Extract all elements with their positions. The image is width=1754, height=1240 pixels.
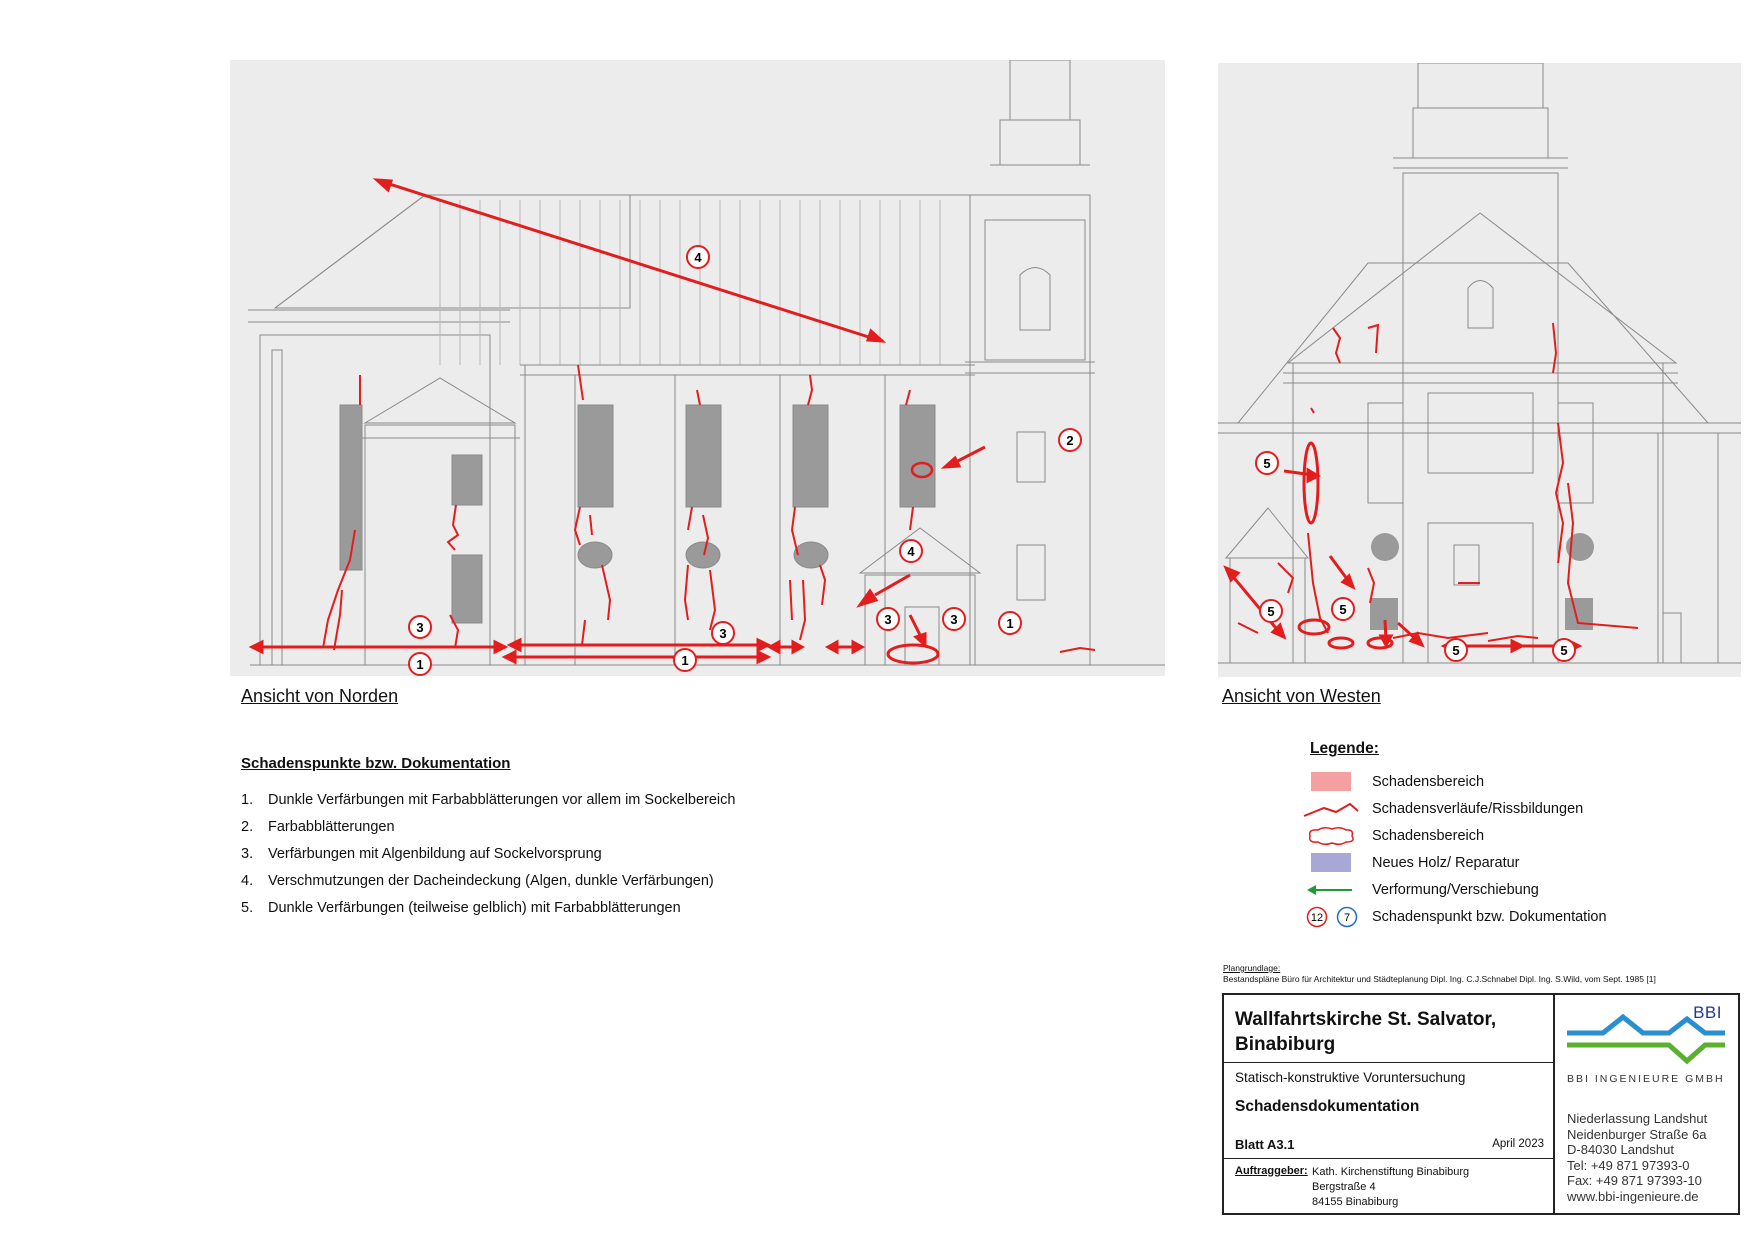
marker-2-tower [1059,429,1081,451]
north-elevation-drawing [230,60,1165,676]
list-item: 3. Verfärbungen mit Algenbildung auf Sockelvorsprung [241,846,602,862]
svg-text:1: 1 [681,653,689,668]
company-address: Niederlassung Landshut Neidenburger Straße 6a D-84030 Landshut Tel: +49 871 97393-0 Fax: +49 871 97393-10 www.bbi-ingenieure.de [1567,1111,1708,1204]
west-view-caption: Ansicht von Westen [1222,686,1381,706]
list-item: 2. Farbabblätterungen [241,819,395,835]
marker-3-left [409,616,431,638]
legend-row-damage-point: 12 7 Schadenspunkt bzw. Dokumentation [1302,905,1607,929]
legend-row-damage-area: Schadensbereich [1302,770,1484,794]
marker-4-roof [687,246,709,268]
document-date: April 2023 [1492,1138,1544,1150]
svg-text:1: 1 [1006,616,1014,631]
svg-text:5: 5 [1263,456,1271,471]
bbi-brand-text: BBI [1693,1003,1722,1022]
north-view-caption: Ansicht von Norden [241,686,399,706]
project-subtitle: Statisch-konstruktive Voruntersuchung [1235,1070,1466,1085]
svg-text:2: 2 [1066,433,1074,448]
green-arrow-icon [1302,879,1366,901]
svg-text:4: 4 [907,544,915,559]
list-item: 5. Dunkle Verfärbungen (teilweise gelblich) mit Farbabblätterungen [241,900,681,916]
marker-4-porch [900,540,922,562]
marker-1-tower [999,612,1021,634]
plan-basis-note: Plangrundlage: Bestandspläne Büro für Architektur und Städteplanung Dipl. Ing. C.J.Schnabel Dipl. Ing. S.Wild, vom Sept. 1985 [1] [1223,963,1656,984]
list-item: 1. Dunkle Verfärbungen mit Farbabblätterungen vor allem im Sockelbereich [241,792,736,808]
legend-row-deformation: Verformung/Verschiebung [1302,878,1539,902]
client-label: Auftraggeber: [1235,1165,1308,1177]
damage-points-list [241,791,735,926]
marker-5-base-left [1332,598,1354,620]
sheet-number: Blatt A3.1 [1235,1137,1295,1152]
crack-line-icon [1302,798,1366,820]
lavender-swatch [1311,853,1351,872]
marker-5-wall [1256,452,1278,474]
svg-text:3: 3 [950,612,958,627]
svg-text:5: 5 [1452,643,1460,658]
svg-text:5: 5 [1267,604,1275,619]
marker-1-left [409,653,431,675]
marker-3-porch-right [943,608,965,630]
svg-text:4: 4 [694,250,702,265]
svg-text:7: 7 [1343,912,1351,924]
svg-text:1: 1 [416,657,424,672]
svg-text:5: 5 [1560,643,1568,658]
marker-5-lean-to [1260,600,1282,622]
client-address: Kath. Kirchenstiftung Binabiburg Bergstraße 4 84155 Binabiburg [1312,1166,1470,1208]
legend-title: Legende: [1310,740,1379,757]
svg-text:3: 3 [719,626,727,641]
marker-3-porch-left [877,608,899,630]
pink-area-swatch [1311,772,1351,791]
title-block [1222,993,1740,1215]
svg-text:3: 3 [884,612,892,627]
west-elevation-drawing [1218,63,1741,677]
svg-text:12: 12 [1310,912,1324,924]
cloud-outline-icon [1302,825,1366,847]
marker-3-middle [712,622,734,644]
company-name: BBI INGENIEURE GMBH [1567,1073,1725,1085]
damage-points-title: Schadenspunkte bzw. Dokumentation [241,755,511,772]
marker-5-base-middle [1445,639,1467,661]
list-item: 4. Verschmutzungen der Dacheindeckung (Algen, dunkle Verfärbungen) [241,873,714,889]
marker-1-middle [674,649,696,671]
svg-text:5: 5 [1339,602,1347,617]
numbered-circles-icon [1302,906,1366,928]
marker-5-base-right [1553,639,1575,661]
legend-row-new-wood: Neues Holz/ Reparatur [1302,851,1520,875]
company-block [1553,995,1740,1213]
document-title: Schadensdokumentation [1235,1098,1420,1115]
legend-row-damage-cloud: Schadensbereich [1302,824,1484,848]
legend-row-cracks: Schadensverläufe/Rissbildungen [1302,797,1583,821]
project-title: Wallfahrtskirche St. Salvator, Binabiburg [1235,1009,1497,1055]
svg-text:3: 3 [416,620,424,635]
